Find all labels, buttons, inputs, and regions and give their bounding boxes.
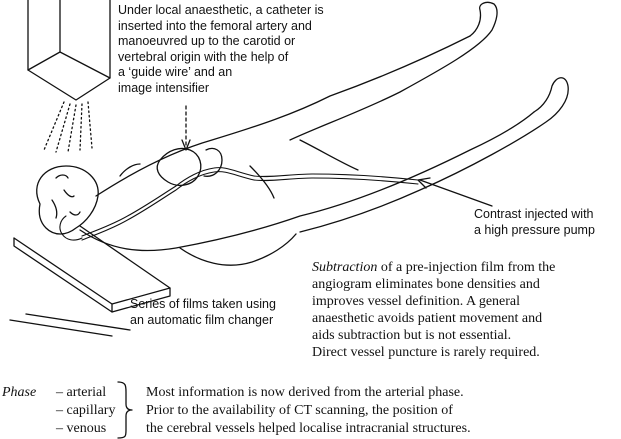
phase-note-3: the cerebral vessels helped localise intracranial structures. <box>146 421 471 436</box>
catheter-line-2: inserted into the femoral artery and <box>118 18 312 33</box>
catheter-line <box>60 168 418 240</box>
table-base <box>10 314 130 336</box>
subtraction-line-4: anaesthetic avoids patient movement and <box>312 311 543 326</box>
catheter-line-6: image intensifier <box>118 80 210 95</box>
phase-note-1: Most information is now derived from the arterial phase. <box>146 385 464 400</box>
subtraction-line-2: angiogram eliminates bone densities and <box>312 277 540 292</box>
phase-venous: – venous <box>56 421 107 436</box>
catheter-line-4: vertebral origin with the help of <box>118 49 289 64</box>
image-intensifier <box>28 0 110 100</box>
phase-note-2: Prior to the availability of CT scanning, the position of <box>146 403 453 418</box>
patient-head <box>37 166 98 234</box>
catheter-line-3: manoeuvred up to the carotid or <box>118 34 296 48</box>
contrast-arrow <box>420 180 492 206</box>
contrast-callout <box>474 207 595 238</box>
phase-list <box>56 384 115 438</box>
catheter-line-5: a ‘guide wire’ and an <box>118 65 233 79</box>
contrast-line-2: a high pressure pump <box>474 222 595 237</box>
subtraction-line-3: improves vessel definition. A general <box>312 294 521 309</box>
subtraction-line-5: aids subtraction but is not essential. <box>312 328 512 343</box>
films-line-1: Series of films taken using <box>130 297 276 311</box>
subtraction-line-1: Subtraction of a pre-injection film from the <box>312 260 556 275</box>
phase-capillary: – capillary <box>56 403 116 418</box>
subtraction-term: Subtraction <box>312 260 378 275</box>
films-callout <box>130 297 276 328</box>
contrast-line-1: Contrast injected with <box>474 207 594 221</box>
xray-beam <box>44 102 92 152</box>
phase-brace <box>118 382 132 438</box>
subtraction-line-6: Direct vessel puncture is rarely required. <box>312 345 540 360</box>
phase-label: Phase <box>2 385 37 400</box>
phase-arterial: – arterial <box>56 385 107 400</box>
subtraction-paragraph <box>312 259 555 361</box>
films-line-2: an automatic film changer <box>130 312 274 327</box>
phase-notes <box>146 384 471 438</box>
catheter-line-1: Under local anaesthetic, a catheter is <box>118 3 324 17</box>
catheter-callout <box>118 3 324 96</box>
